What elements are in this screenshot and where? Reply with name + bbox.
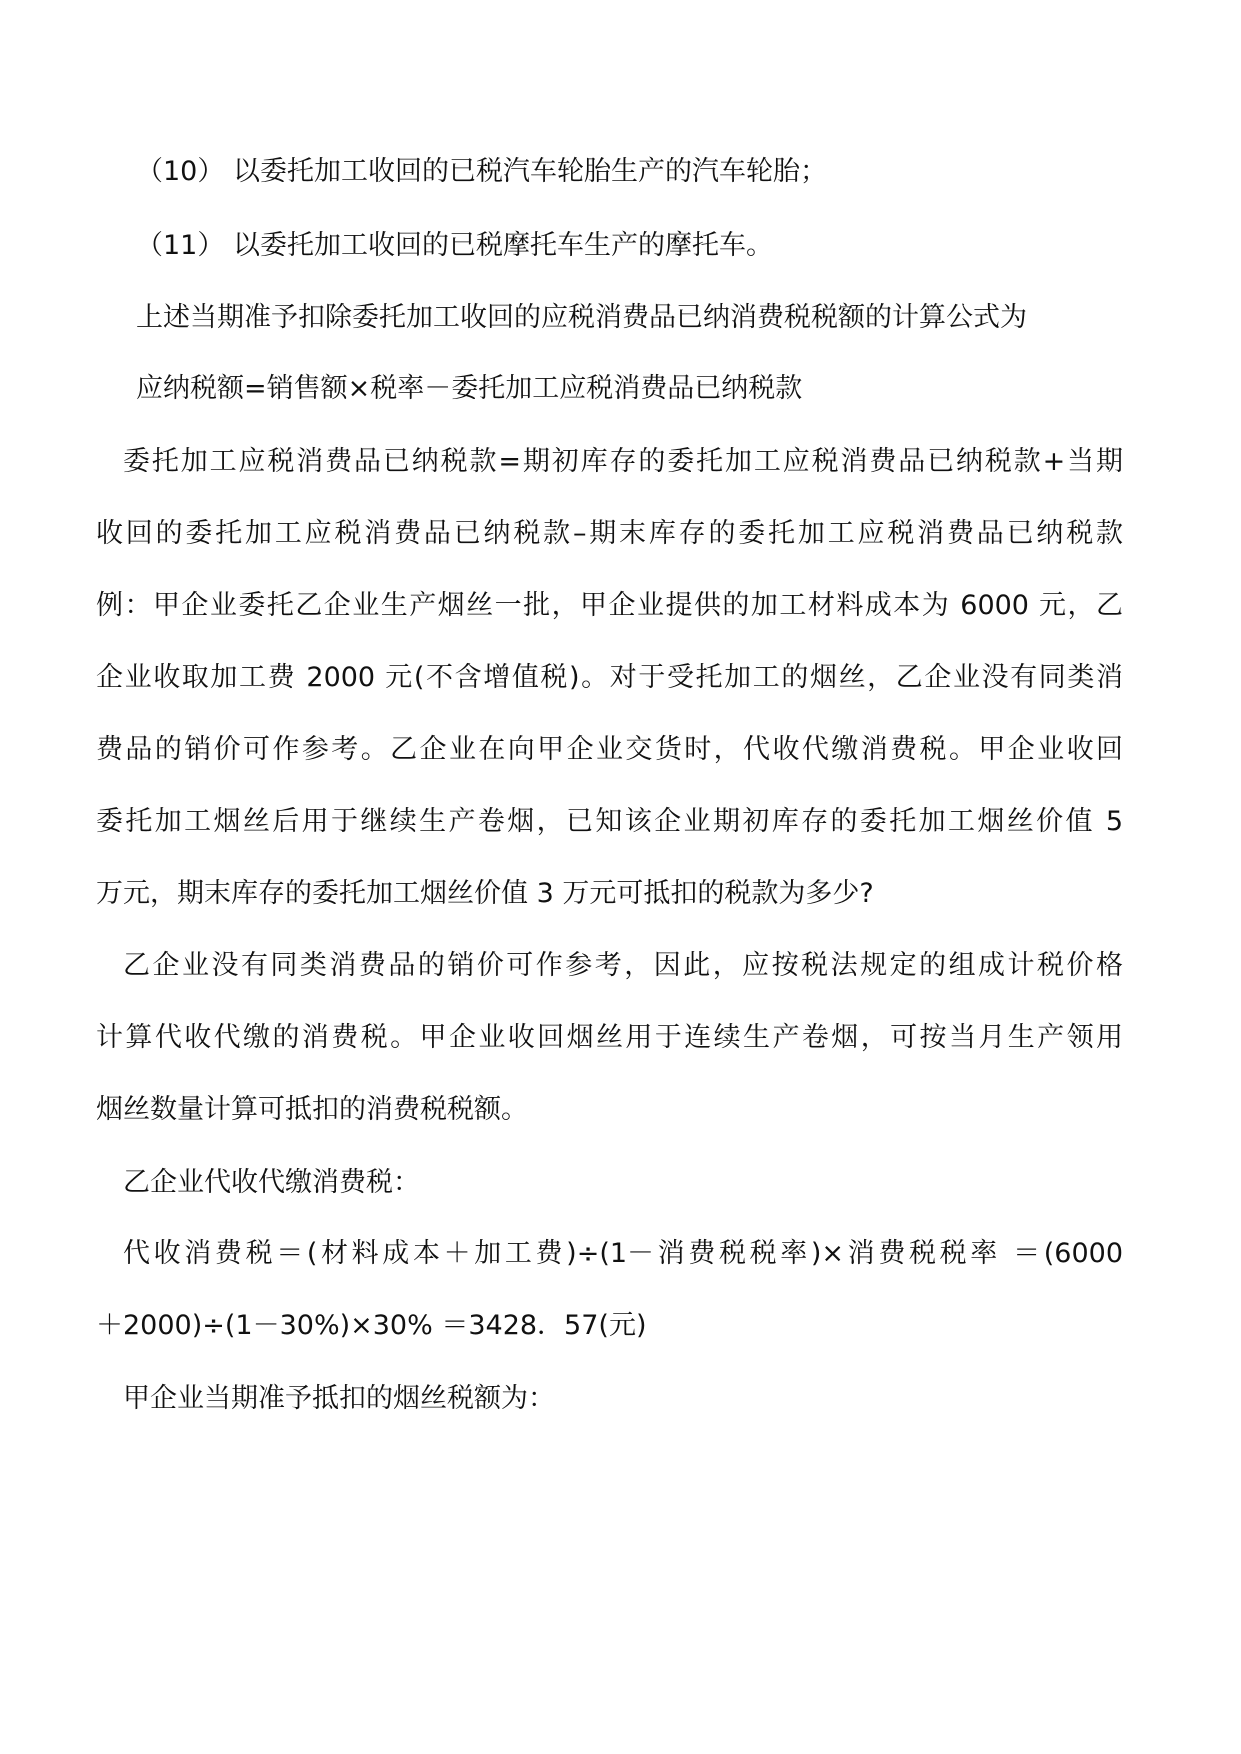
formula-detail-line-2: 收回的委托加工应税消费品已纳税款–期末库存的委托加工应税消费品已纳税款 <box>96 518 1123 549</box>
item-10-text: （10） 以委托加工收回的已税汽车轮胎生产的汽车轮胎； <box>136 156 827 187</box>
example-line-3: 费品的销价可作参考。乙企业在向甲企业交货时，代收代缴消费税。甲企业收回 <box>96 734 1123 765</box>
formula-main-text: 应纳税额=销售额×税率－委托加工应税消费品已纳税款 <box>136 373 803 404</box>
formula-detail-line-1: 委托加工应税消费品已纳税款=期初库存的委托加工应税消费品已纳税款+当期 <box>123 446 1123 477</box>
example-line-2: 企业收取加工费 2000 元(不含增值税)。对于受托加工的烟丝，乙企业没有同类消 <box>96 662 1123 693</box>
answer-line-2: 计算代收代缴的消费税。甲企业收回烟丝用于连续生产卷烟，可按当月生产领用 <box>96 1022 1123 1053</box>
example-line-1: 例：甲企业委托乙企业生产烟丝一批，甲企业提供的加工材料成本为 6000 元，乙 <box>96 590 1123 621</box>
calc-heading-text: 乙企业代收代缴消费税： <box>123 1167 420 1198</box>
calc-formula-line-2: ＋2000)÷(1－30%)×30% ＝3428．57(元) <box>96 1310 647 1341</box>
answer-line-3: 烟丝数量计算可抵扣的消费税税额。 <box>96 1094 528 1125</box>
item-11-text: （11） 以委托加工收回的已税摩托车生产的摩托车。 <box>136 230 773 261</box>
calc-formula-line-1: 代收消费税＝(材料成本＋加工费)÷(1－消费税税率)×消费税税率 ＝(6000 <box>123 1238 1123 1269</box>
answer-line-1: 乙企业没有同类消费品的销价可作参考，因此，应按税法规定的组成计税价格 <box>123 950 1123 981</box>
deduction-heading-text: 甲企业当期准予抵扣的烟丝税额为： <box>123 1383 555 1414</box>
formula-intro-text: 上述当期准予扣除委托加工收回的应税消费品已纳消费税税额的计算公式为 <box>136 302 1027 333</box>
example-line-5: 万元，期末库存的委托加工烟丝价值 3 万元可抵扣的税款为多少? <box>96 878 874 909</box>
example-line-4: 委托加工烟丝后用于继续生产卷烟，已知该企业期初库存的委托加工烟丝价值 5 <box>96 806 1123 837</box>
